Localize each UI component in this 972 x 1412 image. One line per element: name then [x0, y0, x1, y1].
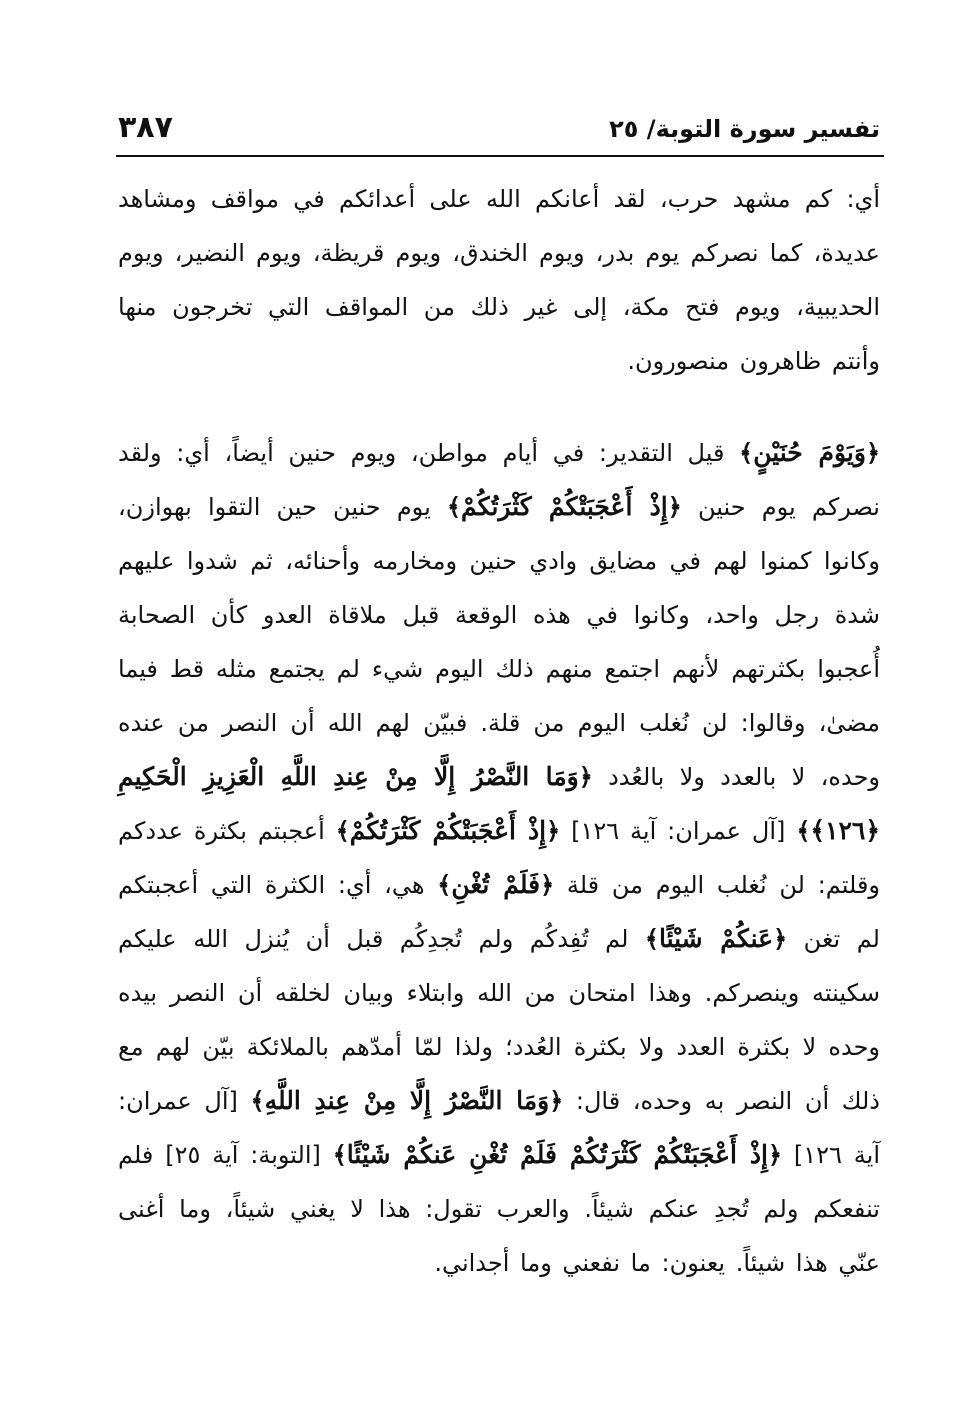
ornate-bracket-open: ﴿ [578, 763, 593, 791]
paragraph-1: أي: كم مشهد حرب، لقد أعانكم الله على أعدائكم في مواقف ومشاهد عديدة، كما نصركم يوم بدر، ويوم الخندق، ويوم قريظة، ويوم النضير، ويوم الحديبية، ويوم فتح مكة، إلى غير ذلك من المواقف التي تخرجون منها وأنتم ظاهرون منصورون. [118, 185, 880, 375]
ornate-bracket-close: ﴾ [332, 1141, 347, 1169]
ornate-bracket-close: ﴾ [437, 871, 452, 899]
book-page [118, 112, 880, 1372]
ornate-bracket-close: ﴾ [446, 493, 461, 521]
quran-quote: فَلَمْ تُغْنِ [451, 870, 541, 899]
quran-quote: إِذْ أَعْجَبَتْكُمْ كَثْرَتُكُمْ [349, 816, 547, 845]
ornate-bracket-open: ﴿ [549, 1087, 564, 1115]
ornate-bracket-close: ﴾ [796, 817, 811, 845]
quran-quote: وَمَا النَّصْرُ إِلَّا مِنْ عِندِ اللَّهِ [264, 1086, 550, 1115]
paragraph-2 [118, 426, 880, 1290]
ornate-bracket-open: ﴿ [773, 925, 788, 953]
ornate-bracket-open: ﴿ [865, 439, 880, 467]
ornate-bracket-open: ﴿ [667, 493, 682, 521]
commentary-text: يوم حنين حين التقوا بهوازن، وكانوا كمنوا لهم في مضايق وادي حنين ومخارمه وأحنائه، ثم شدوا عليهم شدة رجل واحد، وكانوا في هذه الوقعة قبل ملاقاة العدو كأن الصحابة أُعجبوا بكثرتهم لأنهم اجتمع منهم ذلك اليوم شيء لم يجتمع مثله قط فيما مضىٰ، وقالوا: لن نُغلب اليوم من قلة. فبيّن لهم الله أن النصر من عنده وحده، لا بالعدد ولا بالعُدد [118, 493, 880, 791]
commentary-text: أعجبتم بكثرة عددكم وقلتم: لن نُغلب اليوم من قلة [118, 817, 881, 899]
ornate-bracket-close: ﴾ [335, 817, 350, 845]
quran-quote: وَمَا النَّصْرُ إِلَّا مِنْ عِندِ اللَّهِ الْعَزِيزِ الْحَكِيمِ ﴿١٢٦﴾ [118, 762, 880, 845]
ornate-bracket-close: ﴾ [250, 1087, 265, 1115]
running-header-title: تفسير سورة التوبة/ ٢٥ [609, 115, 880, 143]
ornate-bracket-open: ﴿ [768, 1141, 783, 1169]
ornate-bracket-close: ﴾ [644, 925, 659, 953]
quran-quote: إِذْ أَعْجَبَتْكُمْ كَثْرَتُكُمْ فَلَمْ تُغْنِ عَنكُمْ شَيْئًا [346, 1140, 768, 1169]
verse-reference: [آل عمران: آية ١٢٦] [571, 817, 786, 845]
ornate-bracket-open: ﴿ [546, 817, 561, 845]
commentary-text: [التوبة: آية ٢٥] فلم تنفعكم ولم تُجدِ عنكم شيئاً. والعرب تقول: هذا لا يغني شيئاً، وما أغنى عنّي هذا شيئاً. يعنون: ما نفعني وما أجداني. [118, 1141, 880, 1277]
quran-quote: وَيَوْمَ حُنَيْنٍ [753, 438, 866, 467]
quran-quote: إِذْ أَعْجَبَتْكُمْ كَثْرَتُكُمْ [461, 492, 668, 521]
page-number: ٣٨٧ [118, 110, 173, 145]
commentary-text: لم تُفِدكُم ولم تُجدِكُم قبل أن يُنزل الله عليكم سكينته وينصركم. وهذا امتحان من الله وابتلاء وبيان لخلقه أن النصر بيده وحده لا بكثرة العدد ولا بكثرة العُدد؛ ولذا لمّا أمدّهم بالملائكة بيّن لهم مع ذلك أن النصر به وحده، قال: [118, 925, 880, 1115]
header-divider [116, 155, 884, 157]
quran-quote: عَنكُمْ شَيْئًا [658, 924, 774, 953]
ornate-bracket-close: ﴾ [739, 439, 754, 467]
commentary-text: هي، أي: الكثرة التي أعجبتكم لم تغن [118, 871, 880, 953]
verse-reference: [آل عمران: آية ١٢٦] [118, 1087, 881, 1169]
commentary-text: قيل التقدير: في أيام مواطن، ويوم حنين أيضاً، أي: ولقد نصركم يوم حنين [118, 439, 880, 521]
running-header [118, 112, 880, 150]
ornate-bracket-open: ﴿ [540, 871, 555, 899]
